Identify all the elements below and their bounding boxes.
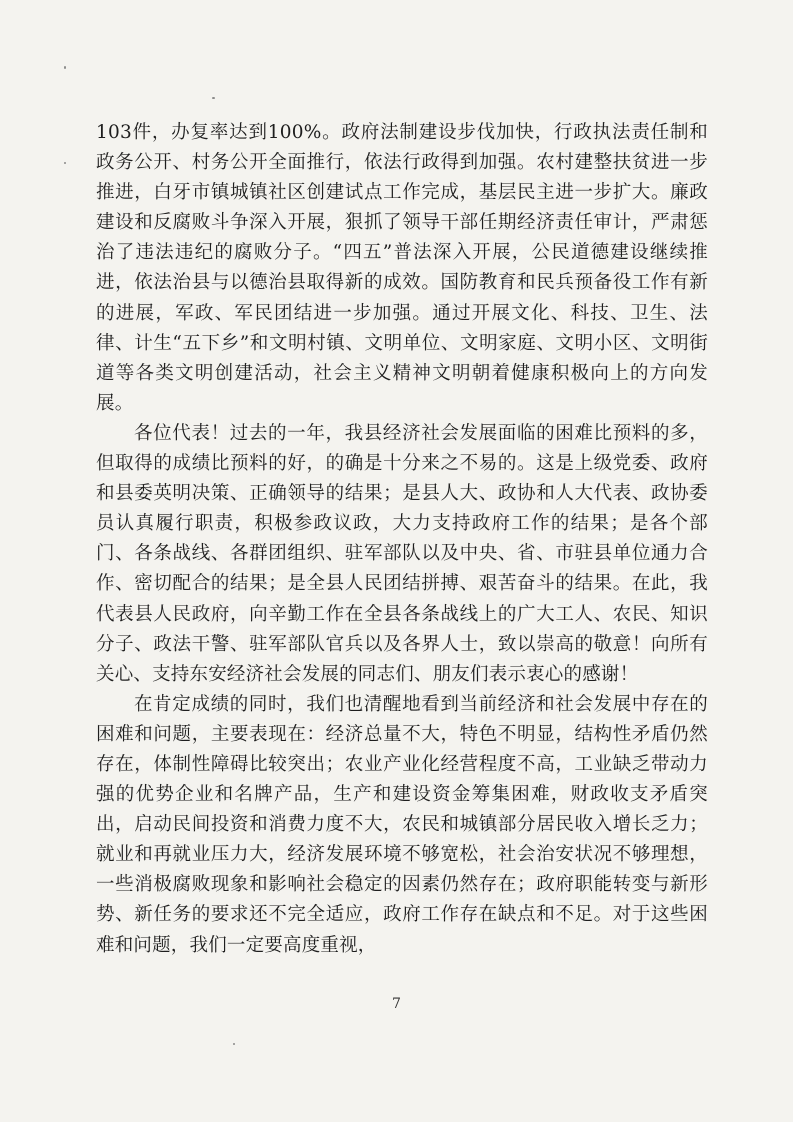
body-text	[96, 118, 708, 961]
scan-speck	[64, 162, 66, 164]
scan-speck	[212, 97, 215, 99]
scan-speck	[64, 66, 66, 69]
paragraph-3: 在肯定成绩的同时，我们也清醒地看到当前经济和社会发展中存在的困难和问题，主要表现在：经济总量不大，特色不明显，结构性矛盾仍然存在，体制性障碍比较突出；农业产业化经营程度不高，工业缺乏带动力强的优势企业和名牌产品，生产和建设资金筹集困难，财政收支矛盾突出，启动民间投资和消费力度不大，农民和城镇部分居民收入增长乏力；就业和再就业压力大，经济发展环境不够宽松，社会治安状况不够理想，一些消极腐败现象和影响社会稳定的因素仍然存在；政府职能转变与新形势、新任务的要求还不完全适应，政府工作存在缺点和不足。对于这些困难和问题，我们一定要高度重视，	[96, 693, 708, 956]
page-number: 7	[392, 996, 401, 1012]
paragraph-1: 103件，办复率达到100%。政府法制建设步伐加快，行政执法责任制和政务公开、村务公开全面推行，依法行政得到加强。农村建整扶贫进一步推进，白牙市镇城镇社区创建试点工作完成，基层民主进一步扩大。廉政建设和反腐败斗争深入开展，狠抓了领导干部任期经济责任审计，严肃惩治了违法违纪的腐败分子。“四五”普法深入开展，公民道德建设继续推进，依法治县与以德治县取得新的成效。国防教育和民兵预备役工作有新的进展，军政、军民团结进一步加强。通过开展文化、科技、卫生、法律、计生“五下乡”和文明村镇、文明单位、文明家庭、文明小区、文明街道等各类文明创建活动，社会主义精神文明朝着健康积极向上的方向发展。	[96, 122, 708, 414]
scan-speck	[233, 1043, 235, 1045]
paragraph-2: 各位代表！过去的一年，我县经济社会发展面临的困难比预料的多，但取得的成绩比预料的好，的确是十分来之不易的。这是上级党委、政府和县委英明决策、正确领导的结果；是县人大、政协和人大代表、政协委员认真履行职责，积极参政议政，大力支持政府工作的结果；是各个部门、各条战线、各群团组织、驻军部队以及中央、省、市驻县单位通力合作、密切配合的结果；是全县人民团结拼搏、艰苦奋斗的结果。在此，我代表县人民政府，向辛勤工作在全县各条战线上的广大工人、农民、知识分子、政法干警、驻军部队官兵以及各界人士，致以崇高的敬意！向所有关心、支持东安经济社会发展的同志们、朋友们表示衷心的感谢！	[96, 422, 708, 685]
